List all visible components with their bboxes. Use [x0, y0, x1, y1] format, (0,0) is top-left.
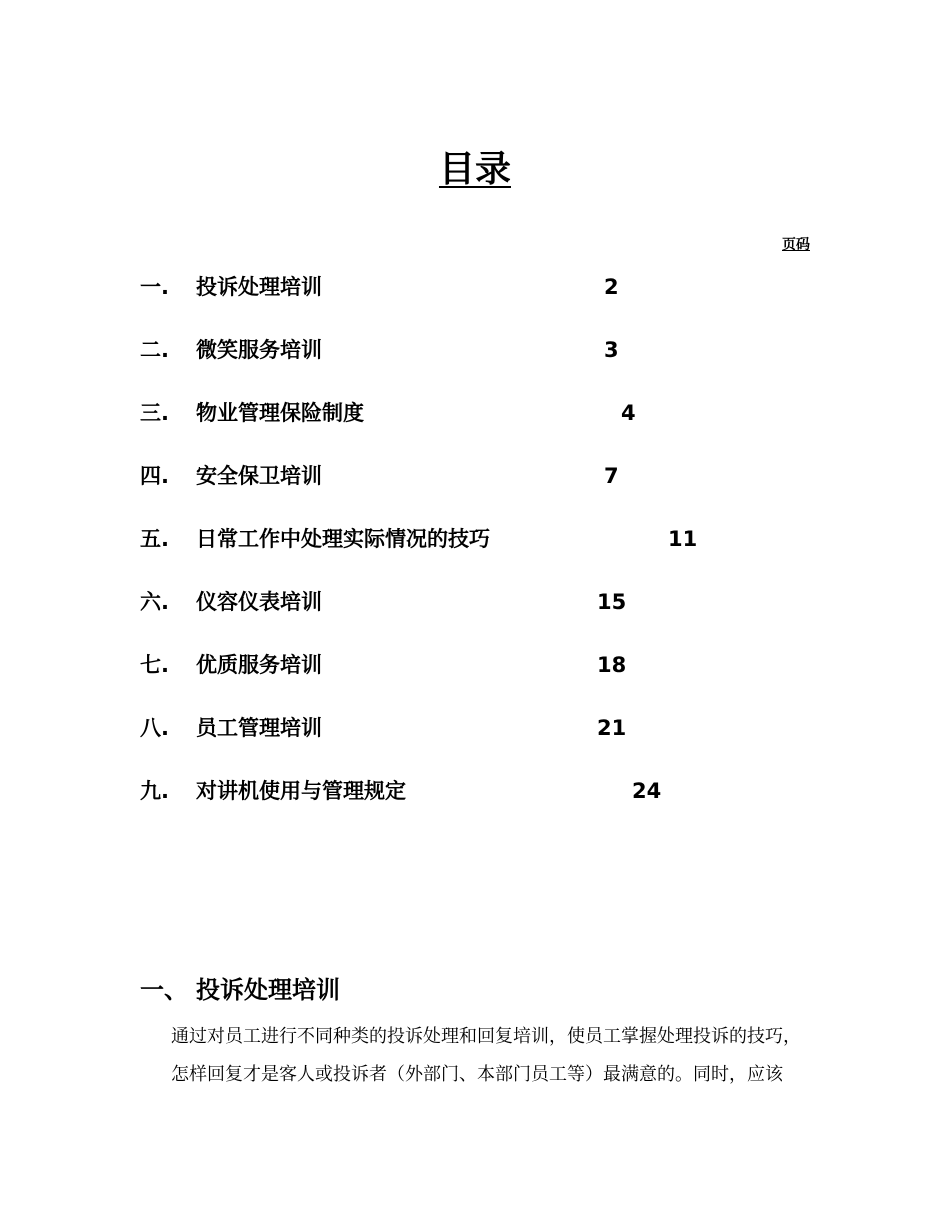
toc-entry — [0, 335, 950, 365]
toc-entry — [0, 272, 950, 302]
toc-entry — [0, 524, 950, 554]
section-number: 一、 — [140, 976, 188, 1004]
toc-entry-number: 一. — [140, 275, 169, 299]
paragraph-line: 通过对员工进行不同种类的投诉处理和回复培训，使员工掌握处理投诉的技巧， — [171, 1026, 801, 1047]
toc-entry-page: 18 — [597, 653, 627, 677]
toc-entry-title: 对讲机使用与管理规定 — [196, 779, 406, 803]
toc-entry — [0, 587, 950, 617]
section-heading — [140, 973, 340, 1007]
toc-entry-number: 八. — [140, 716, 169, 740]
toc-entry-page: 3 — [604, 338, 619, 362]
toc-entry-title: 投诉处理培训 — [196, 275, 322, 299]
toc-entry — [0, 650, 950, 680]
toc-entry-title: 微笑服务培训 — [196, 338, 322, 362]
toc-entry-number: 九. — [140, 779, 169, 803]
toc-entry — [0, 713, 950, 743]
toc-entry-title: 优质服务培训 — [196, 653, 322, 677]
toc-entry-page: 11 — [668, 527, 698, 551]
toc-entry — [0, 461, 950, 491]
toc-title: 目录 — [438, 149, 511, 190]
toc-entry-page: 21 — [597, 716, 627, 740]
toc-entry-page: 15 — [597, 590, 627, 614]
toc-entry-page: 4 — [621, 401, 636, 425]
toc-entry-title: 安全保卫培训 — [196, 464, 322, 488]
toc-entry-page: 2 — [604, 275, 619, 299]
toc-entry-title: 物业管理保险制度 — [196, 401, 364, 425]
toc-entry-title: 员工管理培训 — [196, 716, 322, 740]
paragraph-line: 怎样回复才是客人或投诉者（外部门、本部门员工等）最满意的。同时，应该 — [171, 1064, 783, 1085]
page-number-header: 页码 — [782, 237, 810, 253]
toc-entry-number: 二. — [140, 338, 169, 362]
toc-entry-number: 三. — [140, 401, 169, 425]
toc-entry — [0, 398, 950, 428]
toc-entry-number: 六. — [140, 590, 169, 614]
toc-entry-number: 五. — [140, 527, 169, 551]
toc-entry-page: 7 — [604, 464, 619, 488]
toc-entry — [0, 776, 950, 806]
toc-entry-number: 七. — [140, 653, 169, 677]
toc-entry-page: 24 — [632, 779, 662, 803]
section-title: 投诉处理培训 — [196, 976, 340, 1004]
toc-entry-number: 四. — [140, 464, 169, 488]
toc-entry-title: 日常工作中处理实际情况的技巧 — [196, 527, 490, 551]
toc-entry-title: 仪容仪表培训 — [196, 590, 322, 614]
